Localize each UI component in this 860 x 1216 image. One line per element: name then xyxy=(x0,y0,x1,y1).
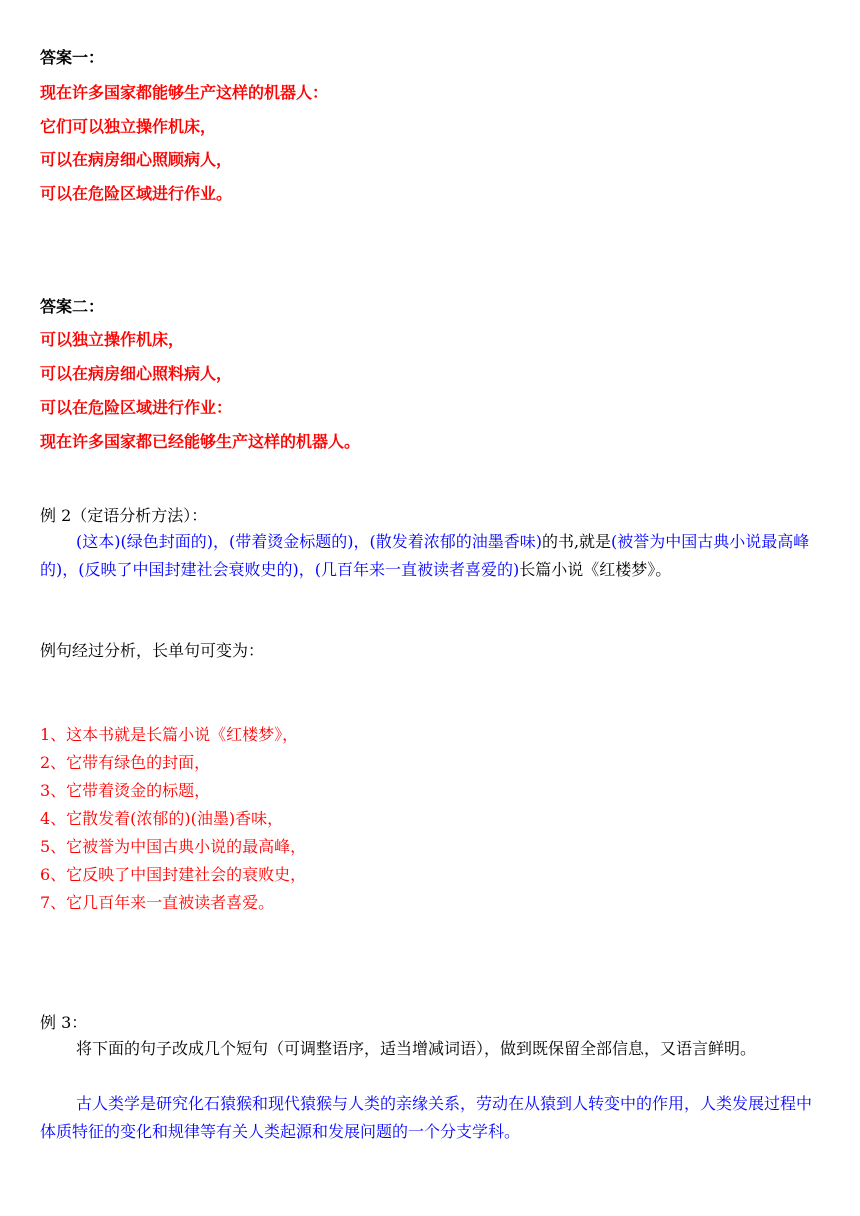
example2-connector-a: 的书,就是 xyxy=(541,532,612,551)
answer1-line: 可以在危险区域进行作业。 xyxy=(40,184,233,203)
answer1-heading: 答案一： xyxy=(40,48,105,67)
example3-sentence: 古人类学是研究化石猿猴和现代猿猴与人类的亲缘关系，劳动在从猿到人转变中的作用，人类发展过程中体质特征的变化和规律等有关人类起源和发展问题的一个分支学科。 xyxy=(40,1094,813,1141)
answer2-line: 可以在危险区域进行作业： xyxy=(40,398,233,417)
example2-attributes-b: (被誉为中国古典小说最高峰的)，(反映了中国封建社会衰败史的)，(几百年来一直被读者喜爱的) xyxy=(40,532,810,579)
example2-item: 5、它被誉为中国古典小说的最高峰， xyxy=(40,837,307,856)
answer2-line: 可以在病房细心照料病人， xyxy=(40,364,233,383)
example3-heading: 例 3： xyxy=(40,1013,88,1032)
answer2-line: 可以独立操作机床， xyxy=(40,330,185,349)
example2-analysis-intro: 例句经过分析，长单句可变为： xyxy=(40,641,265,660)
answer1-line: 可以在病房细心照顾病人， xyxy=(40,150,233,169)
answer1-line: 现在许多国家都能够生产这样的机器人： xyxy=(40,83,329,102)
example2-item: 2、它带有绿色的封面， xyxy=(40,753,211,772)
answer1-line: 它们可以独立操作机床， xyxy=(40,117,217,136)
answer2-line: 现在许多国家都已经能够生产这样的机器人。 xyxy=(40,432,361,451)
answer2-heading: 答案二： xyxy=(40,297,105,316)
example2-item: 4、它散发着(浓郁的)(油墨)香味， xyxy=(40,809,284,828)
example2-attributes-a: (这本)(绿色封面的)，(带着烫金标题的)，(散发着浓郁的油墨香味) xyxy=(76,532,542,551)
example3-instruction: 将下面的句子改成几个短句（可调整语序，适当增减词语），做到既保留全部信息，又语言鲜明。 xyxy=(76,1039,757,1058)
example2-item: 1、这本书就是长篇小说《红楼梦》， xyxy=(40,725,299,744)
example2-sentence xyxy=(40,528,822,584)
example2-item: 6、它反映了中国封建社会的衰败史， xyxy=(40,865,307,884)
example2-item: 7、它几百年来一直被读者喜爱。 xyxy=(40,893,275,912)
example2-head-noun: 长篇小说《红楼梦》。 xyxy=(519,560,672,579)
example2-heading: 例 2（定语分析方法）： xyxy=(40,506,208,525)
example2-item: 3、它带着烫金的标题， xyxy=(40,781,211,800)
